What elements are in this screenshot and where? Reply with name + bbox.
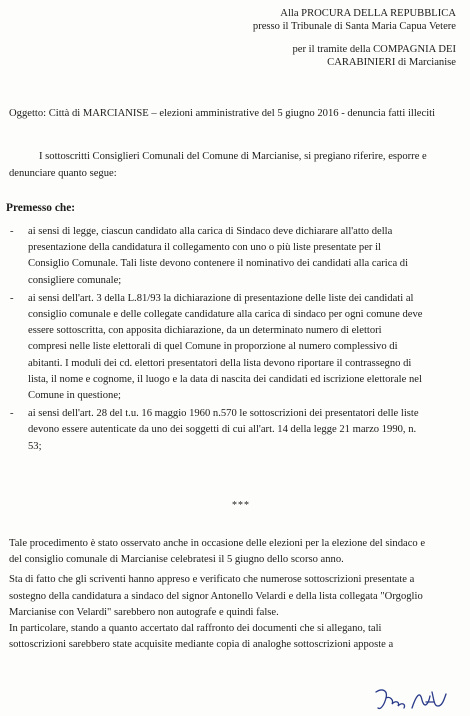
section-separator: *** bbox=[232, 500, 250, 511]
item-line: ai sensi di legge, ciascun candidato alla carica di Sindaco deve dichiarare all'atto della bbox=[28, 226, 393, 237]
intro-line-2: denunciare quanto segue: bbox=[9, 168, 117, 179]
intro-line-1: I sottoscritti Consiglieri Comunali del Comune di Marcianise, si pregiano riferire, esporre e bbox=[39, 151, 427, 162]
item-line: ai sensi dell'art. 3 della L.81/93 la dichiarazione di presentazione delle liste dei candidati al bbox=[28, 292, 414, 304]
body-line: del consiglio comunale di Marcianise celebratesi il 5 giugno dello scorso anno. bbox=[9, 554, 344, 566]
body-line: Marcianise con Velardi" sarebbero non autografe e quindi false. bbox=[9, 606, 279, 618]
subject-line: Oggetto: Città di MARCIANISE – elezioni amministrative del 5 giugno 2016 - denuncia fatti illeciti bbox=[9, 108, 436, 119]
item-line: presentazione della candidatura il collegamento con uno o più liste presentate per il bbox=[28, 242, 381, 254]
handwritten-signature bbox=[372, 686, 452, 714]
body-line: sottoscrizioni sarebbero state acquisite mediante copia di analoghe sottoscrizioni apposte a bbox=[9, 639, 394, 651]
recipient-line-2: presso il Tribunale di Santa Maria Capua Vetere bbox=[252, 20, 456, 32]
dash-bullet: - bbox=[10, 292, 14, 304]
dash-bullet: - bbox=[10, 408, 14, 420]
premesso-list bbox=[6, 224, 461, 457]
item-line: Consiglio Comunale. Tali liste devono contenere il nominativo dei candidati alla carica di bbox=[28, 258, 409, 270]
dash-bullet: - bbox=[10, 226, 14, 237]
body-line: sostegno della candidatura a sindaco del signor Antonello Velardi e della lista collegata "Orgoglio bbox=[9, 590, 423, 602]
premesso-heading: Premesso che: bbox=[6, 202, 76, 214]
body-line: In particolare, stando a quanto accertato dal raffronto dei documenti che si allegano, tali bbox=[9, 623, 382, 635]
item-line: consigliere comunale; bbox=[28, 274, 122, 286]
intro-paragraph bbox=[9, 148, 459, 182]
list-item bbox=[6, 291, 461, 404]
item-line: ai sensi dell'art. 28 del t.u. 16 maggio 1960 n.570 le sottoscrizioni dei presentatori delle liste bbox=[28, 408, 419, 420]
item-line: Comune in questione; bbox=[28, 390, 121, 402]
item-line: devono essere autenticate da uno dei soggetti di cui all'art. 14 della legge 21 marzo 1990, n. bbox=[28, 424, 417, 436]
list-item bbox=[6, 406, 461, 455]
item-line: 53; bbox=[28, 440, 42, 452]
recipient-line-4: CARABINIERI di Marcianise bbox=[327, 56, 456, 68]
recipient-block bbox=[253, 8, 456, 33]
body-line: Sta di fatto che gli scriventi hanno appreso e verificato che numerose sottoscrizioni presentate a bbox=[9, 574, 415, 586]
item-line: essere sottoscritta, con apposita dichiarazione, da un determinato numero di elettori bbox=[28, 325, 382, 337]
item-line: consiglio comunale e delle collegate candidature alla carica di sindaco per ogni comune deve bbox=[28, 309, 423, 321]
item-line: abitanti. I moduli dei cd. elettori presentatori della lista devono riportare il contrassegno di bbox=[28, 357, 412, 369]
item-line: lista, il nome e cognome, il luogo e la data di nascita dei candidati ed iscrizione elettorale nel bbox=[28, 373, 422, 385]
recipient-via-block bbox=[293, 44, 457, 69]
recipient-line-3: per il tramite della COMPAGNIA DEI bbox=[292, 44, 456, 55]
body-paragraphs bbox=[9, 536, 464, 653]
item-line: compresi nelle liste elettorali di quel Comune in proporzione al numero complessivo di bbox=[28, 341, 398, 353]
list-item bbox=[6, 224, 461, 289]
recipient-line-1: Alla PROCURA DELLA REPUBBLICA bbox=[280, 8, 456, 19]
body-line: Tale procedimento è stato osservato anche in occasione delle elezioni per la elezione del sindaco e bbox=[9, 538, 426, 549]
